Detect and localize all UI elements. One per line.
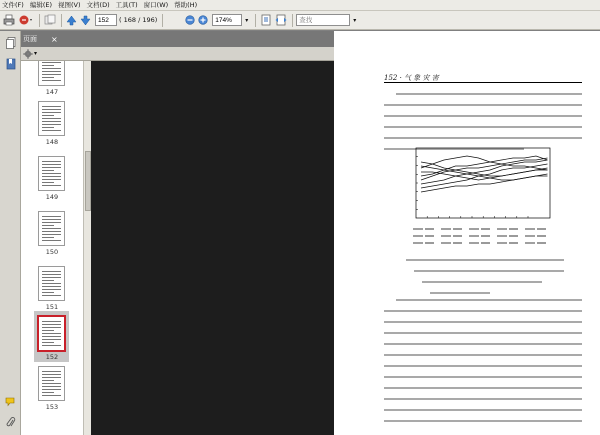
menu-window[interactable]: 窗口(W) bbox=[143, 0, 169, 9]
figure-line-chart bbox=[404, 146, 554, 229]
text-line-placeholder bbox=[384, 137, 582, 139]
menu-view[interactable]: 视图(V) bbox=[58, 0, 81, 9]
thumbnail-page-label: 153 bbox=[45, 403, 59, 411]
save-copy-button[interactable] bbox=[43, 13, 57, 28]
page-thumbnail[interactable] bbox=[38, 211, 65, 246]
thumbnail-page-label: 152 bbox=[45, 353, 59, 361]
thumbnail-text-line bbox=[42, 292, 54, 293]
page-down-icon bbox=[80, 15, 91, 26]
thumbnail-text-line bbox=[42, 121, 61, 122]
search-dropdown[interactable] bbox=[350, 13, 359, 28]
legend-label-placeholder bbox=[509, 242, 518, 244]
navigation-pane bbox=[0, 31, 21, 435]
pages-panel-header bbox=[21, 31, 334, 47]
text-line-placeholder bbox=[384, 310, 582, 312]
thumbnail-text-line bbox=[42, 115, 54, 116]
thumbnail-text-line bbox=[42, 374, 61, 375]
thumbnail-page-label: 148 bbox=[45, 138, 59, 146]
zoom-in-button[interactable] bbox=[197, 13, 209, 28]
thumbnail-page-label: 150 bbox=[45, 248, 59, 256]
legend-label-placeholder bbox=[481, 242, 490, 244]
legend-label-placeholder bbox=[509, 228, 518, 230]
panel-close-button[interactable]: × bbox=[51, 34, 58, 44]
page-thumbnail[interactable] bbox=[38, 101, 65, 136]
legend-label-placeholder bbox=[537, 228, 546, 230]
text-line-placeholder bbox=[384, 115, 582, 117]
thumbnail-text-line bbox=[42, 228, 61, 229]
thumbnail-text-line bbox=[42, 395, 61, 396]
thumbnail-page-label: 149 bbox=[45, 193, 59, 201]
comments-panel-button[interactable] bbox=[4, 395, 17, 408]
text-line-placeholder bbox=[384, 343, 582, 345]
menu-edit[interactable]: 编辑(E) bbox=[29, 0, 52, 9]
search-input[interactable] bbox=[296, 14, 350, 26]
thumbnail-text-line bbox=[42, 371, 61, 372]
thumbnail-text-line bbox=[42, 71, 61, 72]
thumbnail-text-line bbox=[42, 182, 54, 183]
text-line-placeholder bbox=[406, 259, 564, 261]
text-line-placeholder bbox=[430, 292, 490, 294]
thumbnail-text-line bbox=[42, 327, 61, 328]
text-line-placeholder bbox=[384, 409, 582, 411]
toolbar bbox=[0, 11, 600, 30]
legend-label-placeholder bbox=[425, 228, 434, 230]
thumbnail-text-line bbox=[42, 118, 61, 119]
thumbnail-page-label: 151 bbox=[45, 303, 59, 311]
panel-background bbox=[91, 61, 334, 435]
legend-label-placeholder bbox=[425, 235, 434, 237]
pages-icon bbox=[6, 37, 16, 49]
page-thumbnail[interactable] bbox=[38, 61, 65, 86]
panel-options-button[interactable] bbox=[23, 49, 37, 59]
chevron-down-icon: ▾ bbox=[245, 16, 249, 24]
thumbnail-text-line bbox=[42, 222, 61, 223]
thumbnail-text-line bbox=[42, 216, 61, 217]
page-thumbnail[interactable] bbox=[38, 156, 65, 191]
text-line-placeholder bbox=[396, 93, 582, 95]
thumbnail-text-line bbox=[42, 80, 61, 81]
thumbnail-text-line bbox=[42, 274, 61, 275]
thumbnail-text-line bbox=[42, 109, 61, 110]
zoom-out-button[interactable] bbox=[184, 13, 196, 28]
text-line-placeholder bbox=[384, 354, 582, 356]
page-thumbnail[interactable] bbox=[38, 316, 65, 351]
menu-bar bbox=[0, 0, 600, 11]
text-line-placeholder bbox=[384, 104, 582, 106]
thumbnail-text-line bbox=[42, 65, 54, 66]
thumbnail-text-line bbox=[42, 377, 61, 378]
attachments-panel-button[interactable] bbox=[4, 416, 17, 429]
toolbar-separator bbox=[162, 14, 163, 27]
legend-label-placeholder bbox=[509, 235, 518, 237]
thumbnail-text-line bbox=[42, 383, 61, 384]
thumbnail-text-line bbox=[42, 240, 61, 241]
thumbnail-text-line bbox=[42, 283, 61, 284]
page-thumbnail[interactable] bbox=[38, 266, 65, 301]
thumbnail-text-line bbox=[42, 342, 54, 343]
thumbnail-text-line bbox=[42, 289, 61, 290]
thumbnail-text-line bbox=[42, 333, 61, 334]
toolbar-separator bbox=[255, 14, 256, 27]
legend-label-placeholder bbox=[481, 228, 490, 230]
email-icon bbox=[18, 14, 34, 26]
thumbnail-page-label: 147 bbox=[45, 88, 59, 96]
thumbnail-text-line bbox=[42, 112, 61, 113]
thumbnail-text-line bbox=[42, 271, 61, 272]
text-line-placeholder bbox=[414, 270, 564, 272]
header-rule bbox=[384, 82, 582, 83]
thumbnail-text-line bbox=[42, 324, 61, 325]
legend-label-placeholder bbox=[453, 242, 462, 244]
thumbnail-text-line bbox=[42, 176, 61, 177]
document-page bbox=[334, 31, 600, 435]
thumbnail-text-line bbox=[42, 173, 61, 174]
series-line-placeholder bbox=[421, 176, 548, 192]
thumbnail-text-line bbox=[42, 130, 61, 131]
panel-title: 页面 bbox=[23, 35, 37, 43]
thumbnail-text-line bbox=[42, 295, 61, 296]
thumbnail-text-line bbox=[42, 161, 61, 162]
text-line-placeholder bbox=[384, 420, 582, 422]
thumbnail-text-line bbox=[42, 277, 61, 278]
previous-page-button[interactable] bbox=[65, 13, 78, 28]
thumbnail-text-line bbox=[42, 237, 54, 238]
text-line-placeholder bbox=[396, 299, 582, 301]
text-line-placeholder bbox=[384, 387, 582, 389]
chevron-down-icon: ▾ bbox=[353, 16, 357, 24]
thumbnail-scrollbar[interactable] bbox=[83, 61, 91, 435]
bookmarks-icon bbox=[6, 58, 16, 70]
panel-options-bar bbox=[21, 47, 334, 61]
thumbnail-text-line bbox=[42, 330, 54, 331]
next-page-button[interactable] bbox=[79, 13, 92, 28]
text-line-placeholder bbox=[384, 126, 582, 128]
thumbnail-text-line bbox=[42, 77, 54, 78]
page-count: ( 168 / 196) bbox=[119, 16, 158, 24]
zoom-input[interactable] bbox=[212, 14, 242, 26]
thumbnail-text-line bbox=[42, 179, 61, 180]
plot-frame bbox=[416, 148, 550, 218]
text-line-placeholder bbox=[384, 376, 582, 378]
zoom-out-icon bbox=[185, 15, 195, 25]
figure-legend bbox=[409, 226, 549, 248]
thumbnail-text-line bbox=[42, 219, 61, 220]
thumbnail-text-line bbox=[42, 380, 54, 381]
select-tool-button[interactable] bbox=[175, 13, 183, 28]
zoom-in-icon bbox=[198, 15, 208, 25]
page-up-icon bbox=[66, 15, 77, 26]
hand-tool-button[interactable] bbox=[166, 13, 174, 28]
bookmarks-panel-button[interactable] bbox=[4, 57, 17, 70]
thumbnail-text-line bbox=[42, 386, 61, 387]
legend-label-placeholder bbox=[537, 235, 546, 237]
print-icon bbox=[3, 14, 15, 26]
toolbar-separator bbox=[61, 14, 62, 27]
thumbnail-text-line bbox=[42, 167, 61, 168]
thumbnail-text-line bbox=[42, 231, 61, 232]
gear-icon bbox=[23, 49, 33, 59]
toolbar-separator bbox=[39, 14, 40, 27]
thumbnail-text-line bbox=[42, 74, 61, 75]
email-button[interactable] bbox=[17, 13, 35, 28]
thumbnail-text-line bbox=[42, 170, 54, 171]
thumbnail-text-line bbox=[42, 225, 54, 226]
toolbar-separator bbox=[292, 14, 293, 27]
thumbnail-text-line bbox=[42, 106, 61, 107]
pages-panel-button[interactable] bbox=[4, 36, 17, 49]
comment-icon bbox=[5, 397, 17, 407]
legend-label-placeholder bbox=[537, 242, 546, 244]
print-button[interactable] bbox=[2, 13, 16, 28]
text-line-placeholder bbox=[422, 281, 542, 283]
save-copy-icon bbox=[44, 14, 56, 26]
series-line-placeholder bbox=[421, 164, 548, 188]
legend-label-placeholder bbox=[453, 228, 462, 230]
text-line-placeholder bbox=[384, 332, 582, 334]
thumbnail-text-line bbox=[42, 389, 61, 390]
page-number-input[interactable] bbox=[95, 14, 117, 26]
menu-file[interactable]: 文件(F) bbox=[2, 0, 24, 9]
thumbnail-text-line bbox=[42, 127, 54, 128]
legend-label-placeholder bbox=[453, 235, 462, 237]
legend-label-placeholder bbox=[481, 235, 490, 237]
menu-document[interactable]: 文档(D) bbox=[86, 0, 110, 9]
text-line-placeholder bbox=[384, 365, 582, 367]
fit-width-icon bbox=[275, 14, 287, 26]
thumbnail-text-line bbox=[42, 68, 61, 69]
legend-label-placeholder bbox=[425, 242, 434, 244]
thumbnail-text-line bbox=[42, 339, 61, 340]
fit-width-button[interactable] bbox=[274, 13, 288, 28]
text-line-placeholder bbox=[384, 398, 582, 400]
thumbnail-text-line bbox=[42, 185, 61, 186]
thumbnail-text-line bbox=[42, 280, 54, 281]
thumbnail-text-line bbox=[42, 62, 61, 63]
paperclip-icon bbox=[6, 417, 16, 429]
thumbnail-text-line bbox=[42, 286, 61, 287]
thumbnail-text-line bbox=[42, 336, 61, 337]
page-thumbnail[interactable] bbox=[38, 366, 65, 401]
thumbnail-text-line bbox=[42, 345, 61, 346]
thumbnail-list bbox=[21, 61, 83, 435]
thumbnail-text-line bbox=[42, 124, 61, 125]
thumbnail-text-line bbox=[42, 164, 61, 165]
fit-page-button[interactable] bbox=[259, 13, 273, 28]
zoom-dropdown[interactable] bbox=[242, 13, 251, 28]
thumbnail-text-line bbox=[42, 321, 61, 322]
series-line-placeholder bbox=[421, 160, 548, 184]
menu-tools[interactable]: 工具(T) bbox=[115, 0, 138, 9]
thumbnail-text-line bbox=[42, 392, 54, 393]
menu-help[interactable]: 帮助(H) bbox=[174, 0, 198, 9]
thumbnail-text-line bbox=[42, 234, 61, 235]
fit-page-icon bbox=[261, 14, 271, 26]
chevron-down-icon: ▾ bbox=[34, 50, 38, 57]
page-header: 152 · 气 象 灾 害 bbox=[384, 74, 439, 82]
text-line-placeholder bbox=[384, 321, 582, 323]
